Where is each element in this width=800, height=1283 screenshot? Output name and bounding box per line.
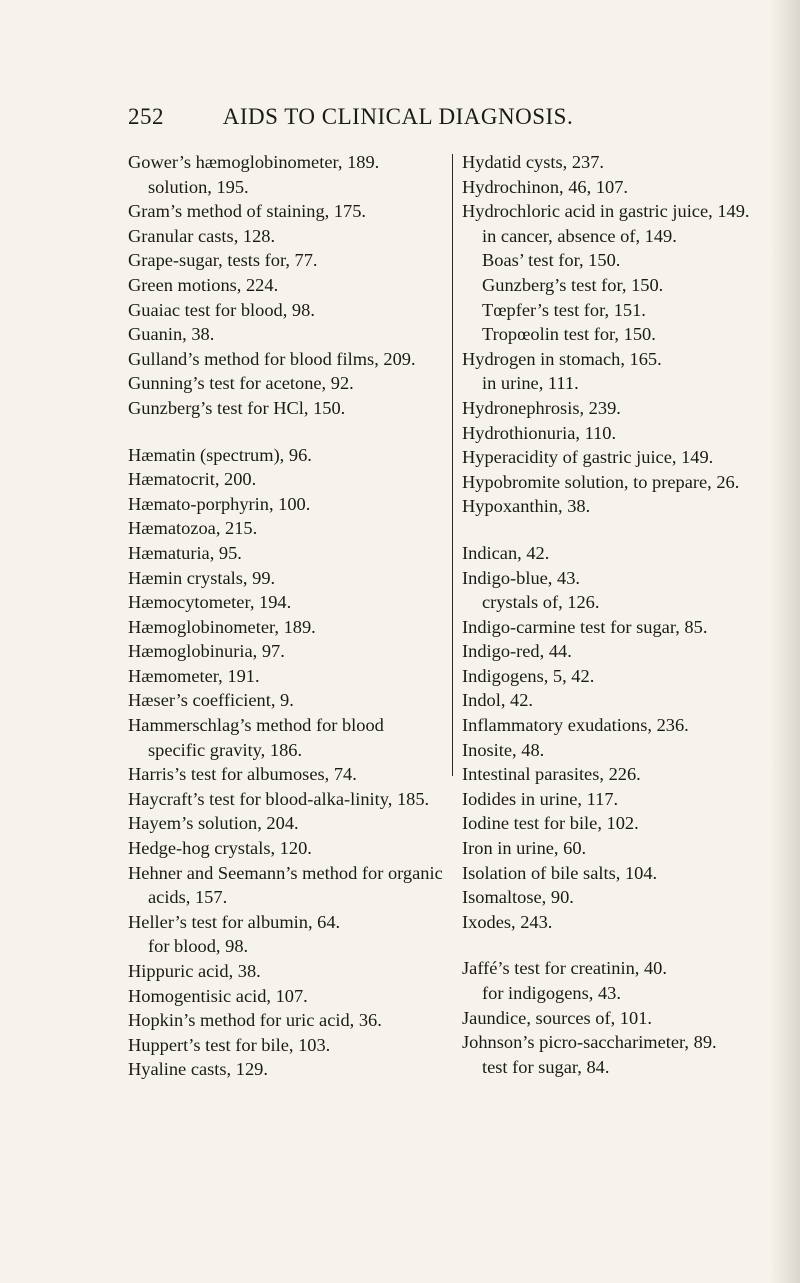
index-entry: Guanin, 38. [128, 324, 215, 345]
index-subentry: solution, 195. [148, 176, 249, 197]
index-entry: Hæmocytometer, 194. [128, 592, 292, 613]
index-entry: Harris’s test for albumoses, 74. [128, 764, 357, 785]
index-entry: Hydrogen in stomach, 165. [462, 348, 662, 369]
index-entry: Iodine test for bile, 102. [462, 813, 639, 834]
index-column-left [128, 150, 444, 1082]
index-entry: Hæmin crystals, 99. [128, 567, 276, 588]
index-entry: Hopkin’s method for uric acid, 36. [128, 1010, 382, 1031]
index-entry: Inosite, 48. [462, 739, 545, 760]
index-entry: Hydrothionuria, 110. [462, 422, 617, 443]
column-divider [452, 154, 453, 776]
index-entry: Hammerschlag’s method for blood specific gravity, 186. [128, 715, 384, 760]
index-entry: Homogentisic acid, 107. [128, 985, 308, 1006]
index-entry: Indican, 42. [462, 542, 550, 563]
index-entry: Granular casts, 128. [128, 225, 276, 246]
index-entry: Indigo-blue, 43. [462, 567, 580, 588]
index-entry: Intestinal parasites, 226. [462, 764, 641, 785]
index-entry: Iodides in urine, 117. [462, 788, 619, 809]
page-number: 252 [128, 104, 164, 129]
index-subentry: in urine, 111. [482, 373, 579, 394]
index-entry: Hydrochloric acid in gastric juice, 149. [462, 201, 750, 222]
page-header [128, 104, 668, 138]
index-entry: Hæmoglobinuria, 97. [128, 641, 285, 662]
index-entry: Gunzberg’s test for HCl, 150. [128, 397, 346, 418]
index-subentry: in cancer, absence of, 149. [482, 225, 677, 246]
index-entry: Indigo-red, 44. [462, 641, 572, 662]
index-entry: Heller’s test for albumin, 64. [128, 911, 341, 932]
index-entry: Hæmatin (spectrum), 96. [128, 444, 312, 465]
index-entry: Johnson’s picro-saccharimeter, 89. [462, 1032, 717, 1053]
index-entry: Hypoxanthin, 38. [462, 496, 591, 517]
index-entry: Hydronephrosis, 239. [462, 397, 621, 418]
index-entry: Hyaline casts, 129. [128, 1059, 268, 1080]
index-entry: Jaundice, sources of, 101. [462, 1007, 652, 1028]
index-subentry: crystals of, 126. [482, 592, 600, 613]
index-entry: Hyperacidity of gastric juice, 149. [462, 447, 714, 468]
index-entry: Iron in urine, 60. [462, 838, 587, 859]
index-entry: Hæmaturia, 95. [128, 542, 242, 563]
index-entry: Green motions, 224. [128, 274, 279, 295]
index-entry: Indol, 42. [462, 690, 534, 711]
index-entry: Hæmatocrit, 200. [128, 469, 257, 490]
index-entry: Hæser’s coefficient, 9. [128, 690, 294, 711]
index-entry: Hydrochinon, 46, 107. [462, 176, 629, 197]
index-entry: Guaiac test for blood, 98. [128, 299, 315, 320]
index-subentry: test for sugar, 84. [482, 1056, 610, 1077]
index-entry: Hæmoglobinometer, 189. [128, 616, 316, 637]
index-entry: Gunning’s test for acetone, 92. [128, 373, 354, 394]
index-entry: Huppert’s test for bile, 103. [128, 1034, 331, 1055]
index-entry: Gram’s method of staining, 175. [128, 201, 367, 222]
index-entry: Haycraft’s test for blood-alka-linity, 185. [128, 788, 430, 809]
index-entry: Hehner and Seemann’s method for organic acids, 157. [128, 862, 443, 908]
index-entry: Hæmatozoa, 215. [128, 518, 258, 539]
index-entry: Hæmometer, 191. [128, 665, 260, 686]
index-entry: Hedge-hog crystals, 120. [128, 838, 312, 859]
index-entry: Gower’s hæmoglobinometer, 189. [128, 152, 380, 172]
index-subentry: Tropœolin test for, 150. [482, 324, 656, 345]
index-subentry: Gunzberg’s test for, 150. [482, 274, 664, 295]
index-entry: Hæmato-porphyrin, 100. [128, 493, 311, 514]
index-entry: Hypobromite solution, to prepare, 26. [462, 471, 740, 492]
index-column-right [462, 150, 790, 1079]
index-entry: Hippuric acid, 38. [128, 961, 261, 981]
index-entry: Isomaltose, 90. [462, 887, 574, 908]
index-subentry: Boas’ test for, 150. [482, 250, 621, 271]
index-subentry: Tœpfer’s test for, 151. [482, 299, 646, 320]
index-entry: Hayem’s solution, 204. [128, 813, 299, 834]
index-entry: Isolation of bile salts, 104. [462, 862, 658, 883]
index-entry: Gulland’s method for blood films, 209. [128, 348, 416, 369]
index-subentry: for blood, 98. [148, 936, 249, 957]
index-entry: Ixodes, 243. [462, 911, 553, 932]
index-entry: Indigo-carmine test for sugar, 85. [462, 616, 708, 637]
index-entry: Indigogens, 5, 42. [462, 665, 595, 686]
index-entry: Grape-sugar, tests for, 77. [128, 250, 318, 271]
running-title: AIDS TO CLINICAL DIAGNOSIS. [222, 104, 574, 129]
index-entry: Inflammatory exudations, 236. [462, 715, 689, 736]
index-subentry: for indigogens, 43. [482, 983, 621, 1003]
index-entry: Jaffé’s test for creatinin, 40. [462, 958, 667, 979]
index-entry: Hydatid cysts, 237. [462, 152, 605, 172]
